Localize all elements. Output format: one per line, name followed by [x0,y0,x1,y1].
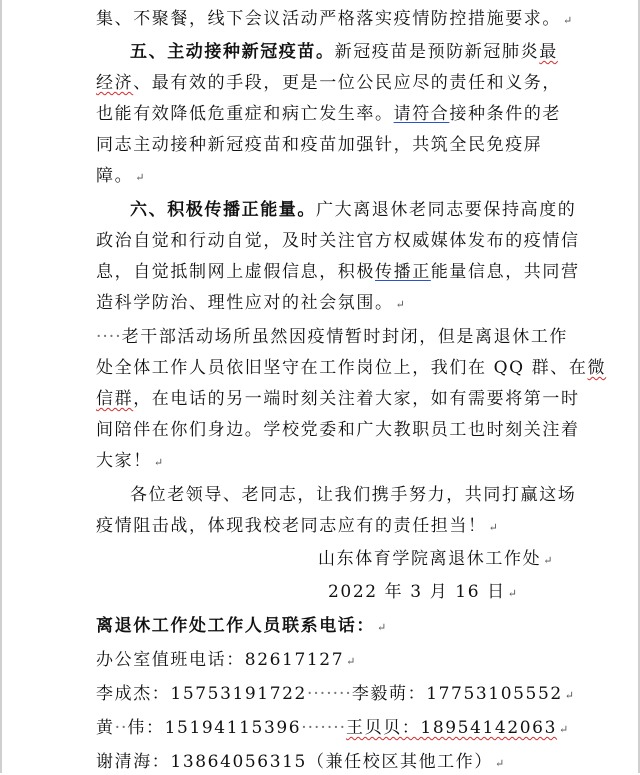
text-run: 2022 年 3 月 16 日 [328,582,506,602]
text-line [96,165,554,189]
text-run: 李毅萌：17753105552 [351,684,563,704]
text-line [96,484,577,506]
spellcheck-underlined-text: 信群 [96,389,134,409]
paragraph-mark-icon: ↵ [559,723,569,736]
space-marks: ······· [301,718,347,738]
paragraph-mark-icon: ↵ [488,521,498,534]
spellcheck-underlined-text: 微 [587,358,607,378]
text-line [96,450,554,474]
paragraph-mark-icon: ↵ [494,757,505,770]
text-run: ，在电话的另一端时刻关注着大家，如有需要将第一时 [133,389,580,409]
text-run: 也能有效降低危重症和病亡发生率。 [96,104,394,124]
paragraph-mark-icon: ↵ [153,456,164,469]
paragraph-mark-icon: ↵ [135,171,145,184]
text-line [96,72,562,94]
text-line [96,134,554,156]
spellcheck-underlined-text: 经济 [96,73,134,93]
grammar-underlined-text: 传播正 [375,262,431,282]
space-marks: ······· [306,684,352,704]
text-run: 障。 [96,166,134,186]
paragraph-mark-icon: ↵ [564,689,575,702]
text-run: 同志主动接种新冠疫苗和疫苗加强针，共筑全民免疫屏 [96,135,543,155]
contact-line [96,649,554,673]
text-run: 谢清海：13864056315（兼任校区其他工作） [96,752,493,772]
spellcheck-underlined-text: 王贝贝：18954142063 [346,718,558,738]
text-run: 能量信息，共同营 [430,262,580,282]
text-run: 办公室值班电话：82617127 [96,650,345,670]
contacts-heading-line [96,615,554,639]
text-line [96,8,573,32]
text-run: 息，自觉抵制网上虚假信息，积极 [96,262,375,282]
signature-date [96,581,554,605]
section-5-heading: 五、主动接种新冠疫苗。 [130,42,335,62]
text-run: 疫情阻击战，体现我校老同志应有的责任担当！ [96,516,487,536]
page-edge-left [0,0,2,773]
text-line [96,230,580,252]
text-run: 李成杰：15753191722 [96,684,307,704]
paragraph-mark-icon: ↵ [395,298,405,311]
text-run: 广大离退休老同志要保持高度的 [316,200,577,220]
text-line [96,326,569,348]
section-6-heading: 六、积极传播正能量。 [130,200,316,220]
text-run: 造科学防治、理性应对的社会氛围。 [96,293,394,313]
text-line [96,261,580,283]
paragraph-mark-icon: ↵ [563,14,573,27]
grammar-underlined-text: 请符合 [393,104,450,124]
paragraph-mark-icon: ↵ [377,621,387,634]
contact-line [96,717,569,741]
text-run: 接种条件的老 [449,104,562,124]
text-run: 政治自觉和行动自觉，及时关注官方权威媒体发布的疫情信 [96,231,580,251]
text-run: 、最有效的手段，更是一位公民应尽的责任和义务， [133,73,562,93]
text-run: 山东体育学院离退休工作处 [318,549,542,569]
text-run: 大家！ [96,451,152,471]
paragraph-mark-icon: ↵ [507,587,517,600]
text-run: 集、不聚餐，线下会议活动严格落实疫情防控措施要求。 [96,9,561,29]
text-run: 老干部活动场所虽然因疫情暂时封闭，但是离退休工作 [121,327,569,347]
text-run: 间陪伴在你们身边。学校党委和广大教职员工也时刻关注着 [96,420,580,440]
space-marks: ·· [114,718,128,738]
text-line [96,515,554,539]
contact-line [96,683,575,707]
text-run: 伟：15194115396 [127,718,302,738]
space-marks: ···· [96,327,122,347]
section-5-heading-line [96,41,558,63]
text-run: 处全体工作人员依旧坚守在工作岗位上，我们在 QQ 群、在 [96,358,588,378]
text-line [96,103,562,125]
paragraph-mark-icon: ↵ [346,655,356,668]
text-run: 新冠疫苗是预防新冠肺炎 [334,42,540,62]
text-line [96,419,580,441]
contact-line [96,751,554,775]
text-line [96,292,554,316]
text-run: 各位老领导、老同志，让我们携手努力，共同打赢这场 [130,485,577,505]
text-run: 黄 [96,718,115,738]
signature-office [96,548,554,572]
spellcheck-underlined-text: 最 [539,42,558,62]
section-6-heading-line [96,199,577,221]
contacts-heading: 离退休工作处工作人员联系电话： [96,616,375,636]
text-line [96,388,580,410]
document-page [96,8,607,775]
text-line [96,357,607,379]
paragraph-mark-icon: ↵ [543,554,553,567]
